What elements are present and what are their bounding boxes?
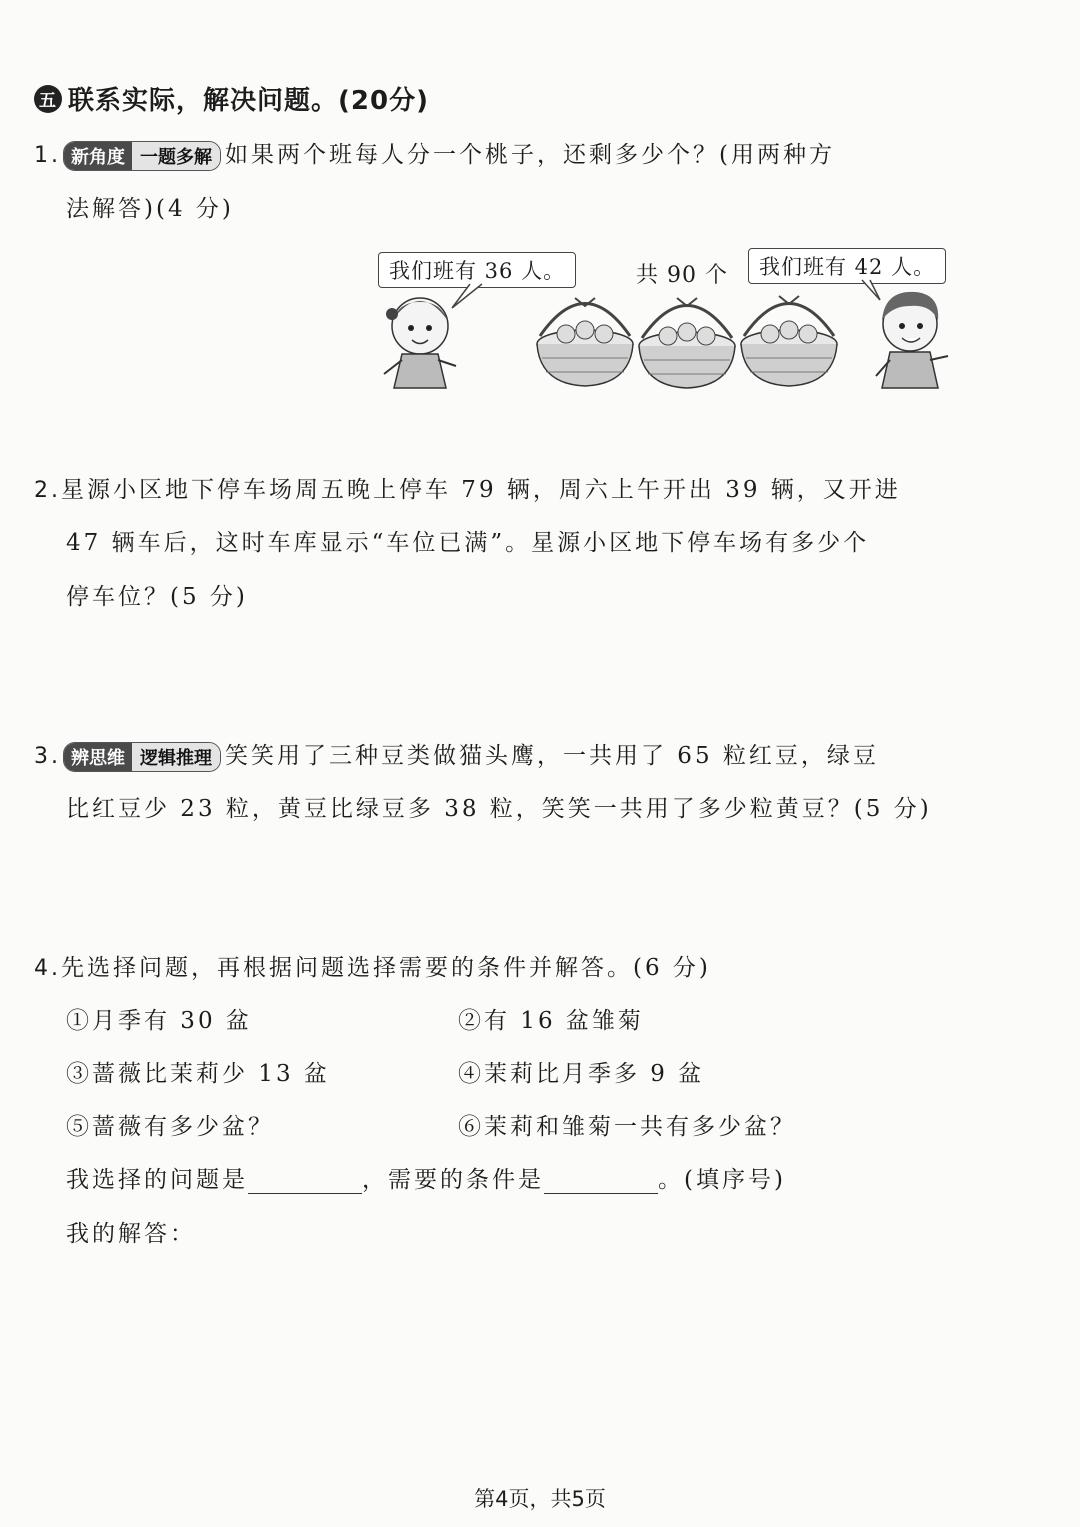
q1-number: 1. <box>34 143 61 168</box>
bubble-tail-left <box>452 284 482 308</box>
q1-tag <box>63 141 221 171</box>
q2-line1 <box>34 471 901 504</box>
section-number: 五 <box>34 85 62 113</box>
q4-option-6: ⑥茉莉和雏菊一共有多少盆？ <box>458 1114 796 1140</box>
q2-text-line3: 停车位？(5 分) <box>66 584 248 610</box>
q4-choose-question-label: 我选择的问题是 <box>66 1167 248 1193</box>
q3-line1 <box>34 737 879 772</box>
q4-option-5: ⑤蔷薇有多少盆？ <box>66 1114 274 1140</box>
q4-text-line1: 先选择问题，再根据问题选择需要的条件并解答。(6 分) <box>61 955 711 981</box>
q4-option-1: ①月季有 30 盆 <box>66 1008 252 1034</box>
q4-choose-condition-label: ，需要的条件是 <box>362 1167 544 1193</box>
q3-number: 3. <box>34 744 61 769</box>
bubble-tail-right <box>862 280 880 300</box>
peach-basket-1 <box>537 298 633 386</box>
q4-line1 <box>34 949 711 982</box>
peach-total-label: 共 90 个 <box>636 263 728 288</box>
q4-number: 4. <box>34 956 61 981</box>
q3-tag <box>63 742 221 772</box>
section-title-text: 联系实际，解决问题。(20分) <box>68 86 429 116</box>
q4-option-4: ④茉莉比月季多 9 盆 <box>458 1061 705 1087</box>
q1-text-line1: 如果两个班每人分一个桃子，还剩多少个？(用两种方 <box>225 142 835 168</box>
section-title <box>34 80 429 117</box>
q1-illustration <box>370 276 970 406</box>
q2-text-line1: 星源小区地下停车场周五晚上停车 79 辆，周六上午开出 39 辆，又开进 <box>61 477 901 503</box>
q4-option-3: ③蔷薇比茉莉少 13 盆 <box>66 1061 330 1087</box>
speech-bubble-left: 我们班有 36 人。 <box>378 252 576 288</box>
q3-text-line1: 笑笑用了三种豆类做猫头鹰，一共用了 65 粒红豆，绿豆 <box>225 743 879 769</box>
q2-text-line2: 47 辆车后，这时车库显示“车位已满”。星源小区地下停车场有多少个 <box>66 530 870 556</box>
q4-choice-line <box>66 1161 786 1194</box>
q2-number: 2. <box>34 478 61 503</box>
page-footer: 第4页，共5页 <box>474 1487 606 1511</box>
boy-figure <box>876 292 948 388</box>
q1-line1 <box>34 136 835 171</box>
peach-basket-2 <box>639 298 735 388</box>
q1-tag-primary: 新角度 <box>64 142 132 170</box>
q3-text-line2: 比红豆少 23 粒，黄豆比绿豆多 38 粒，笑笑一共用了多少粒黄豆？(5 分) <box>66 796 932 822</box>
peach-basket-3 <box>741 296 837 386</box>
q4-answer-label: 我的解答： <box>66 1221 196 1247</box>
question-answer-blank[interactable] <box>248 1171 362 1194</box>
speech-bubble-right: 我们班有 42 人。 <box>748 248 946 284</box>
q1-tag-secondary: 一题多解 <box>132 142 220 170</box>
condition-answer-blank[interactable] <box>544 1171 658 1194</box>
q3-tag-primary: 辨思维 <box>64 743 132 771</box>
q1-text-line2: 法解答)(4 分) <box>66 196 234 222</box>
q4-fill-hint: 。(填序号) <box>658 1167 786 1193</box>
girl-figure <box>384 298 456 388</box>
q3-tag-secondary: 逻辑推理 <box>132 743 220 771</box>
q4-option-2: ②有 16 盆雏菊 <box>458 1008 644 1034</box>
